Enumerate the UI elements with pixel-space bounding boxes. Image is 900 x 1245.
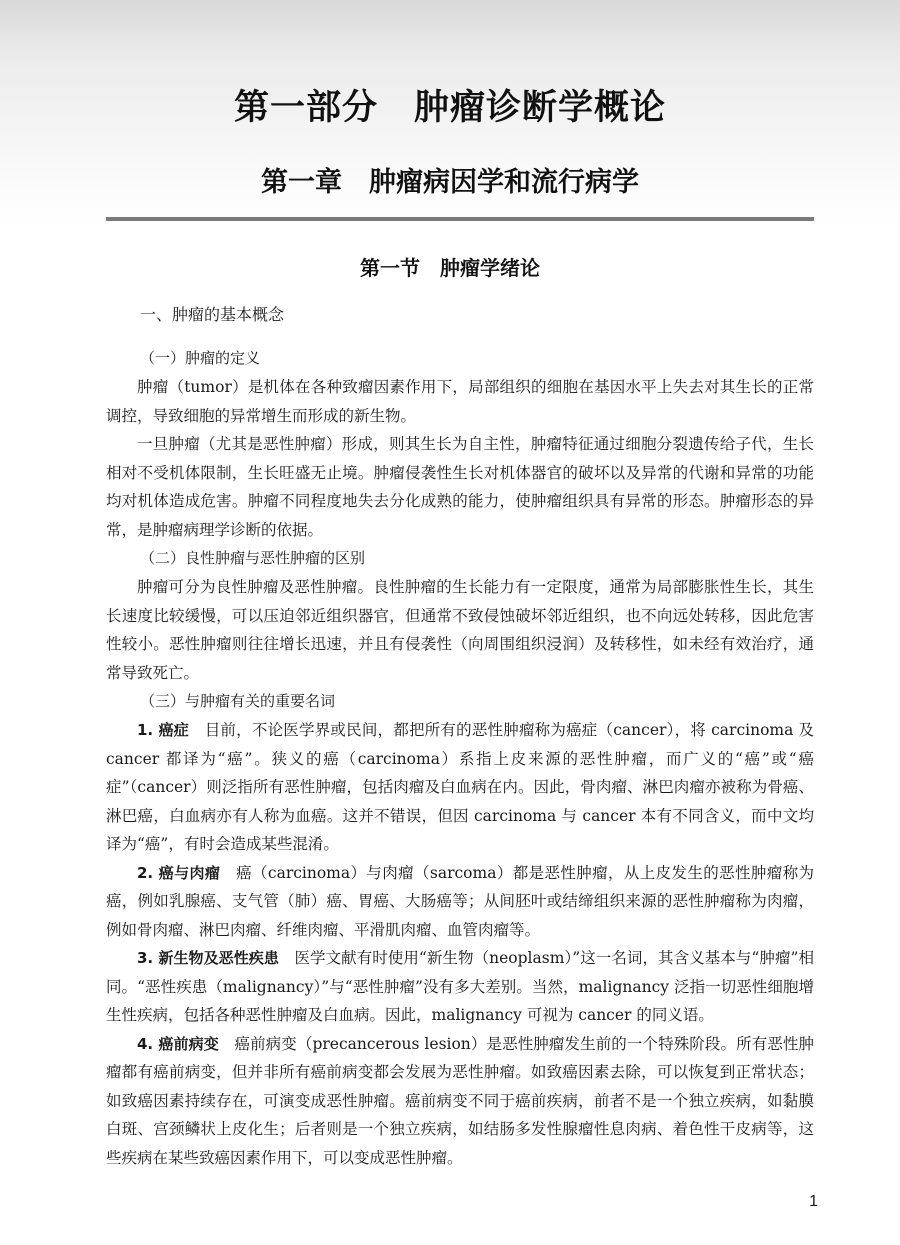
paragraph: 肿瘤（tumor）是机体在各种致瘤因素作用下，局部组织的细胞在基因水平上失去对其生长的正常调控，导致细胞的异常增生而形成的新生物。 xyxy=(106,378,814,425)
term-text: 目前，不论医学界或民间，都把所有的恶性肿瘤称为癌症（cancer），将 carcinoma 及 cancer 都译为“癌”。狭义的癌（carcinoma）系指上皮来源的恶性肿瘤，而广义的“癌”或“癌症”（cancer）则泛指所有恶性肿瘤，包括肉瘤及白血病在内。因此，骨肉瘤、淋巴肉瘤亦被称为骨癌、淋巴癌，白血病亦有人称为血癌。这并不错误，但因 carcinoma 与 cancer 本有不同含义，而中文均译为“癌”，有时会造成某些混淆。 xyxy=(106,721,814,853)
term-label: 3. 新生物及恶性疾患 xyxy=(137,949,279,967)
term-paragraph xyxy=(106,859,814,945)
term-text: 癌前病变（precancerous lesion）是恶性肿瘤发生前的一个特殊阶段。所有恶性肿瘤都有癌前病变，但并非所有癌前病变都会发展为恶性肿瘤。如致癌因素去除，可以恢复到正常状态；如致癌因素持续存在，可演变成恶性肿瘤。癌前病变不同于癌前疾病，前者不是一个独立疾病，如黏膜白斑、宫颈鳞状上皮化生；后者则是一个独立疾病，如结肠多发性腺瘤性息肉病、着色性干皮病等，这些疾病在某些致癌因素作用下，可以变成恶性肿瘤。 xyxy=(106,1034,814,1167)
subheading-important-terms: （三）与肿瘤有关的重要名词 xyxy=(140,692,336,710)
body-content xyxy=(106,298,814,1172)
term-label: 4. 癌前病变 xyxy=(137,1034,219,1053)
term-text: 医学文献有时使用“新生物（neoplasm）”这一名词，其含义基本与“肿瘤”相同。“恶性疾患（malignancy）”与“恶性肿瘤”没有多大差别。当然，malignancy 泛指一切恶性细胞增生性疾病，包括各种恶性肿瘤及白血病。因此，malignancy 可视为 cancer 的同义语。 xyxy=(106,949,814,1024)
term-paragraph xyxy=(106,716,814,859)
page-number: 1 xyxy=(809,1193,818,1210)
paragraph: 一旦肿瘤（尤其是恶性肿瘤）形成，则其生长为自主性，肿瘤特征通过细胞分裂遗传给子代，生长相对不受机体限制，生长旺盛无止境。肿瘤侵袭性生长对机体器官的破坏以及异常的代谢和异常的功能均对机体造成危害。肿瘤不同程度地失去分化成熟的能力，使肿瘤组织具有异常的形态。肿瘤形态的异常，是肿瘤病理学诊断的依据。 xyxy=(106,435,814,539)
section-title: 第一节 肿瘤学绪论 xyxy=(360,256,540,280)
paragraph: 肿瘤可分为良性肿瘤及恶性肿瘤。良性肿瘤的生长能力有一定限度，通常为局部膨胀性生长，其生长速度比较缓慢，可以压迫邻近组织器官，但通常不致侵蚀破坏邻近组织，也不向远处转移，因此危害性较小。恶性肿瘤则往往增长迅速，并且有侵袭性（向周围组织浸润）及转移性，如未经有效治疗，通常导致死亡。 xyxy=(106,578,814,682)
term-text: 癌（carcinoma）与肉瘤（sarcoma）都是恶性肿瘤，从上皮发生的恶性肿瘤称为癌，例如乳腺癌、支气管（肺）癌、胃癌、大肠癌等；从间胚叶或结缔组织来源的恶性肿瘤称为肉瘤，例如骨肉瘤、淋巴肉瘤、纤维肉瘤、平滑肌肉瘤、血管肉瘤等。 xyxy=(106,863,814,939)
heading-basic-concepts: 一、肿瘤的基本概念 xyxy=(140,305,285,324)
term-paragraph xyxy=(106,944,814,1030)
term-label: 1. 癌症 xyxy=(137,721,189,739)
part-title: 第一部分 肿瘤诊断学概论 xyxy=(233,88,666,128)
subheading-benign-vs-malignant: （二）良性肿瘤与恶性肿瘤的区别 xyxy=(140,549,366,567)
header-divider xyxy=(106,217,814,221)
term-label: 2. 癌与肉瘤 xyxy=(137,863,221,882)
chapter-title: 第一章 肿瘤病因学和流行病学 xyxy=(261,167,639,198)
subheading-definition: （一）肿瘤的定义 xyxy=(140,349,261,367)
term-paragraph xyxy=(106,1030,814,1173)
